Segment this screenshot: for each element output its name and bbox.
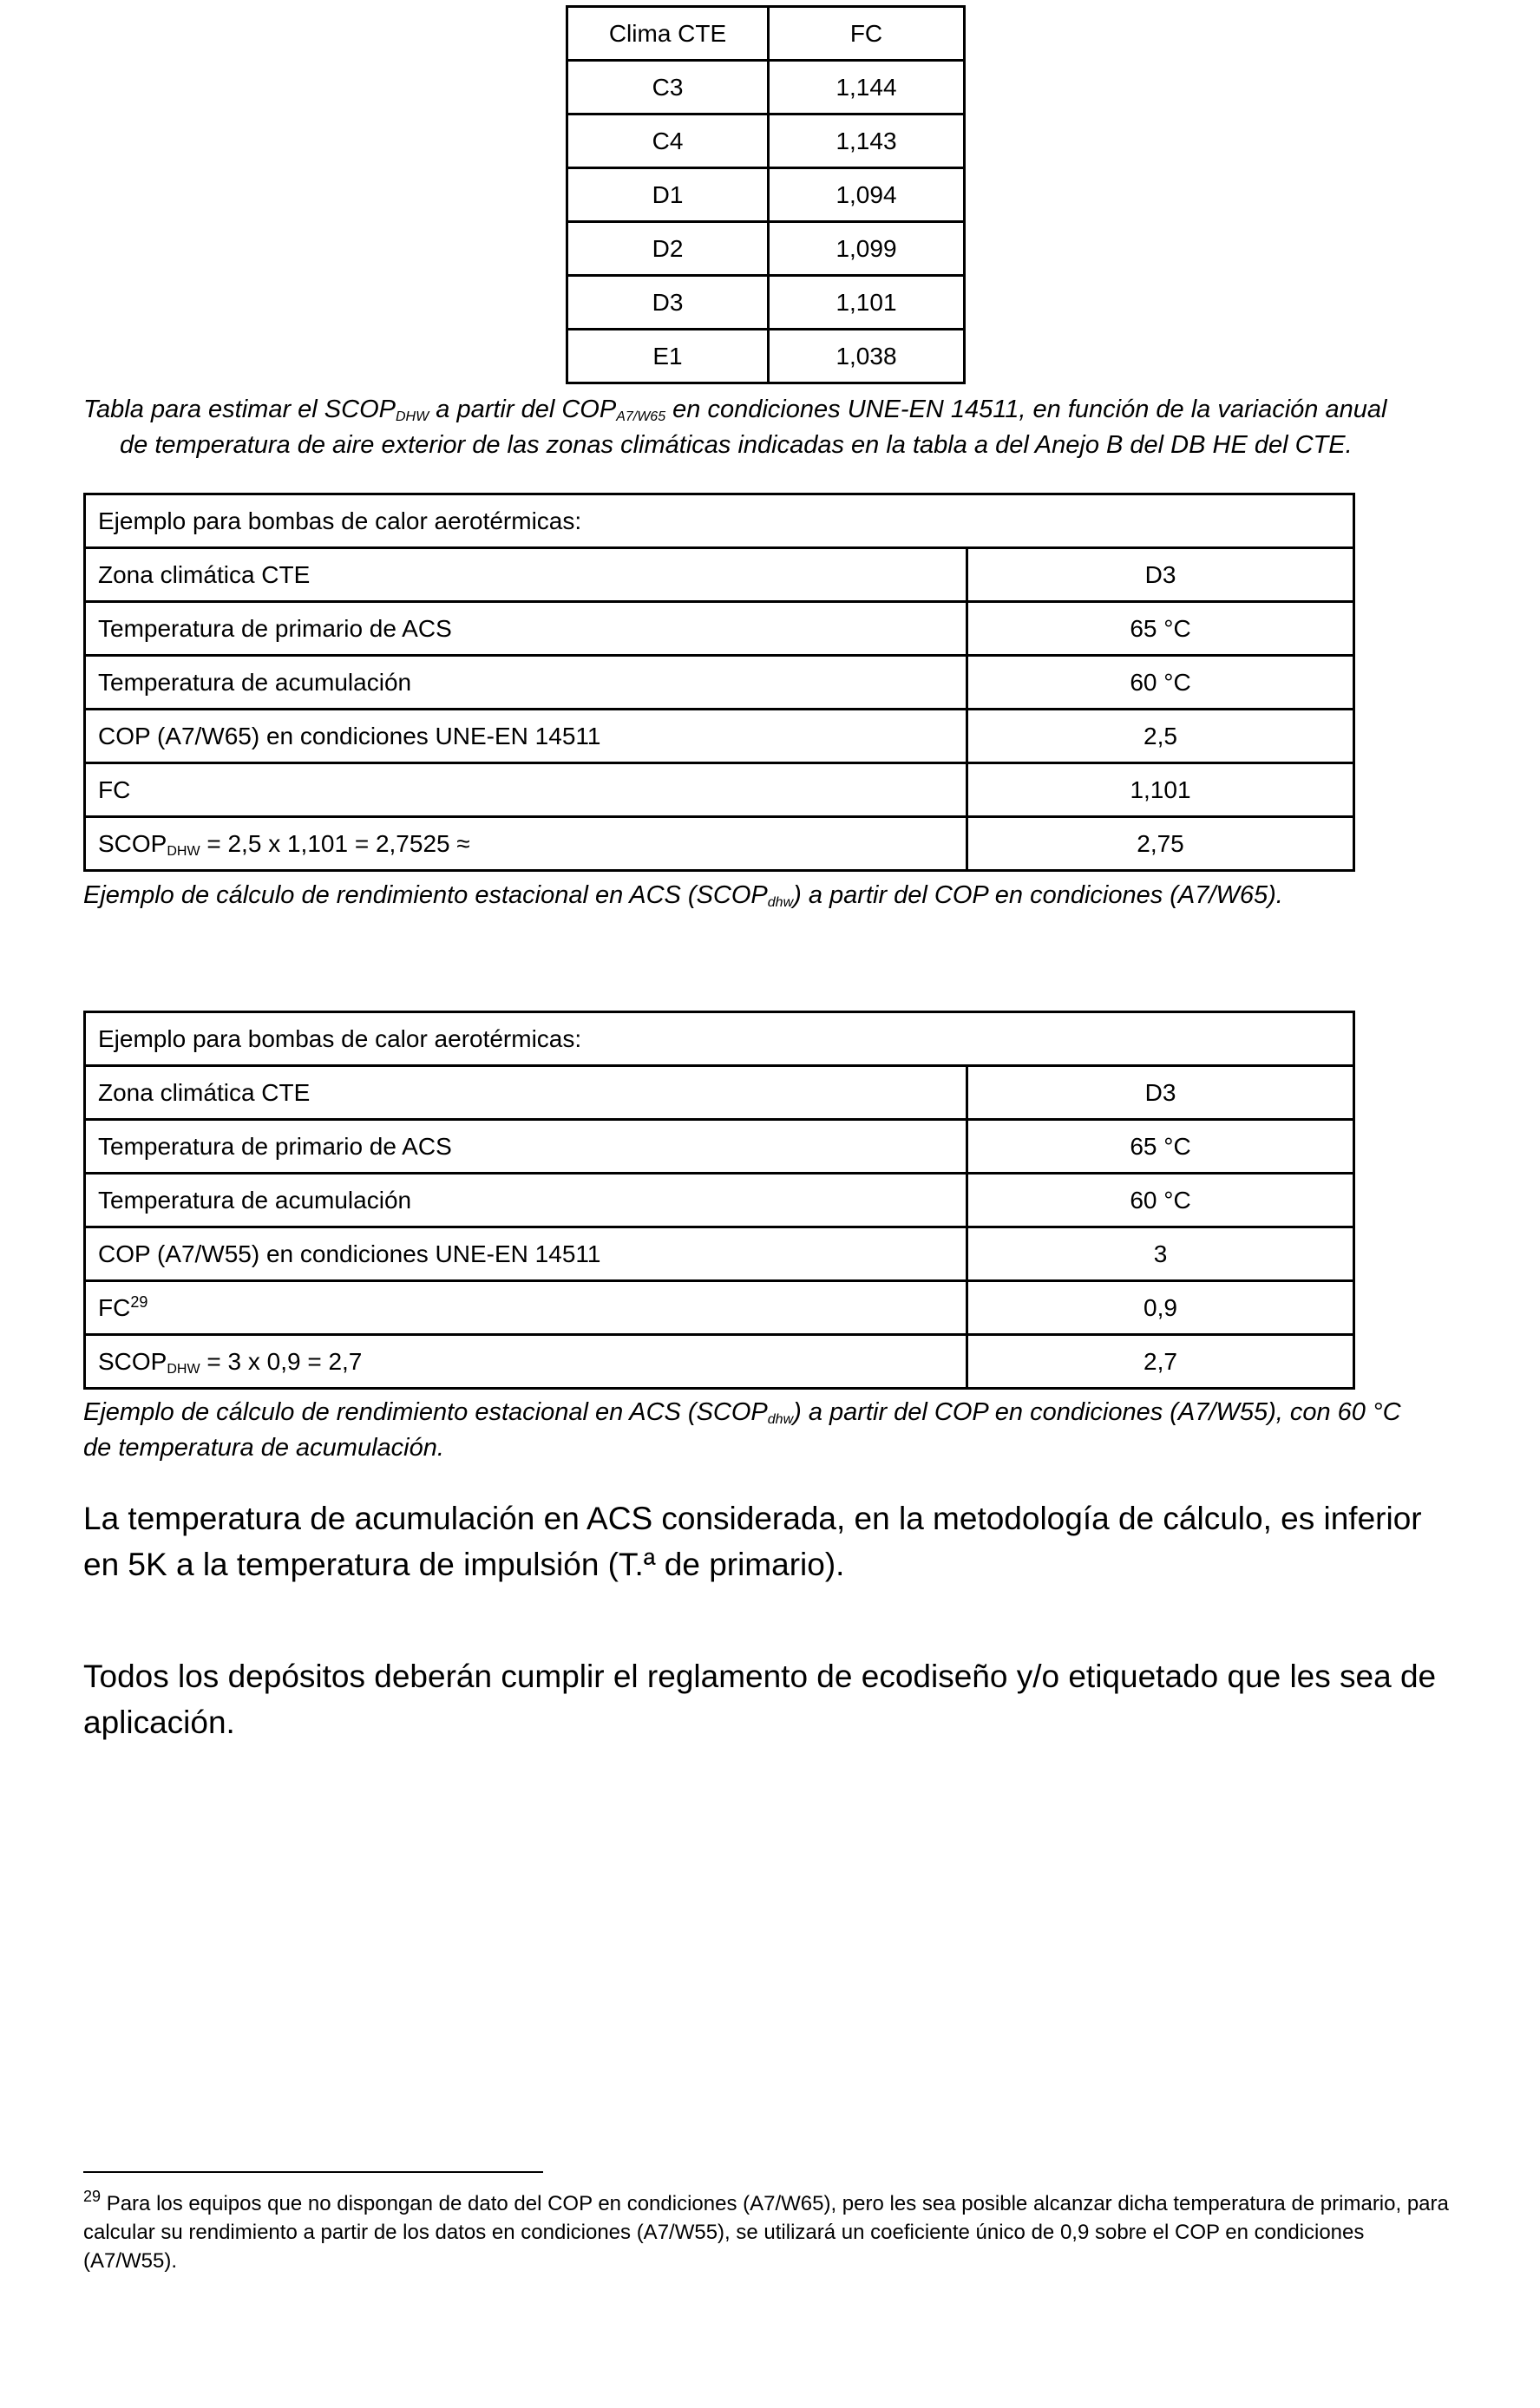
table-row [85,548,1354,602]
formula-subscript: DHW [167,843,200,859]
row-value: 60 °C [967,656,1354,710]
row-value: 65 °C [967,602,1354,656]
table-cell-clima: D3 [567,276,769,330]
formula-subscript: DHW [167,1361,200,1377]
result-formula [85,1335,967,1389]
footnote [83,2189,1454,2275]
row-label: FC [85,763,967,817]
example-header-row [85,494,1354,548]
table-row [85,1120,1354,1174]
caption-subscript: A7/W65 [616,409,666,424]
row-label: Temperatura de acumulación [85,656,967,710]
footnote-reference[interactable]: 29 [130,1292,148,1311]
footnote-text: Para los equipos que no dispongan de dato del COP en condiciones (A7/W65), pero les sea posible alcanzar dicha temperatura de primario, para calcular su rendimiento a partir de los datos en condiciones (A7/W55), se utilizará un coeficiente único de 0,9 sobre el COP en condiciones (A7/W55). [83,2192,1449,2273]
caption-line [83,392,1454,428]
row-label: Temperatura de acumulación [85,1174,967,1227]
formula-text: SCOP [98,1347,167,1375]
body-paragraph: Todos los depósitos deberán cumplir el reglamento de ecodiseño y/o etiquetado que les sea de aplicación. [83,1659,1437,1740]
caption-subscript: dhw [767,895,794,910]
footnote-separator [83,2171,543,2173]
caption-text: Ejemplo de cálculo de rendimiento estacional en ACS (SCOP [83,1398,768,1426]
example-table-w65 [83,493,1355,872]
result-formula [85,817,967,871]
table-header-row [567,7,965,61]
caption-text: en condiciones UNE-EN 14511, en función de la variación anual [665,396,1387,423]
row-value: 0,9 [967,1281,1354,1335]
caption-text: Ejemplo de cálculo de rendimiento estacional en ACS (SCOP [83,881,768,909]
table-cell-clima: D1 [567,168,769,222]
fc-label: FC [98,1293,131,1321]
table-row [85,1281,1354,1335]
table-cell-fc: 1,094 [769,168,965,222]
example-header-row [85,1012,1354,1066]
result-value: 2,75 [967,817,1354,871]
table-row [567,222,965,276]
table-row [85,1066,1354,1120]
table-cell-fc: 1,101 [769,276,965,330]
caption-text: a partir del COP [429,396,617,423]
table-cell-fc: 1,144 [769,61,965,115]
row-label: COP (A7/W55) en condiciones UNE-EN 14511 [85,1227,967,1281]
body-paragraph: La temperatura de acumulación en ACS considerada, en la metodología de cálculo, es inferior en 5K a la temperatura de impulsión (T.ª de primario). [83,1501,1422,1582]
table-row [85,710,1354,763]
row-label: Zona climática CTE [85,1066,967,1120]
row-value: 3 [967,1227,1354,1281]
table-row [85,1227,1354,1281]
column-header-fc: FC [769,7,965,61]
footnote-number: 29 [83,2188,102,2205]
table-row [567,115,965,168]
formula-text: = 3 x 0,9 = 2,7 [200,1347,363,1375]
table-row [567,168,965,222]
table-row [85,602,1354,656]
table-row [85,1174,1354,1227]
row-label: Zona climática CTE [85,548,967,602]
fc-table-caption [83,392,1454,463]
table-row [567,61,965,115]
formula-text: SCOP [98,829,167,857]
example-table-w55 [83,1011,1355,1390]
table-cell-clima: C3 [567,61,769,115]
caption-line: de temperatura de acumulación. [83,1434,444,1462]
table-row [567,276,965,330]
column-header-clima: Clima CTE [567,7,769,61]
table-row-result [85,817,1354,871]
result-value: 2,7 [967,1335,1354,1389]
example-header: Ejemplo para bombas de calor aerotérmicas: [85,494,1354,548]
table-cell-fc: 1,099 [769,222,965,276]
row-value: 65 °C [967,1120,1354,1174]
table-cell-fc: 1,038 [769,330,965,383]
formula-text: = 2,5 x 1,101 = 2,7525 ≈ [200,829,470,857]
fc-table [566,5,966,384]
caption-text: Tabla para estimar el SCOP [83,396,396,423]
table-row [85,656,1354,710]
caption-line: de temperatura de aire exterior de las zonas climáticas indicadas en la tabla a del Anejo B del DB HE del CTE. [120,431,1353,459]
caption-text: ) a partir del COP en condiciones (A7/W55), con 60 °C [793,1398,1401,1426]
example2-caption [83,1395,1454,1466]
row-value: D3 [967,1066,1354,1120]
row-value: D3 [967,548,1354,602]
row-label: Temperatura de primario de ACS [85,1120,967,1174]
table-row [567,330,965,383]
caption-subscript: DHW [395,409,429,424]
row-label: COP (A7/W65) en condiciones UNE-EN 14511 [85,710,967,763]
table-cell-fc: 1,143 [769,115,965,168]
row-label-fc [85,1281,967,1335]
caption-subscript: dhw [767,1412,794,1427]
caption-line [83,1395,1454,1430]
table-cell-clima: E1 [567,330,769,383]
row-label: Temperatura de primario de ACS [85,602,967,656]
table-row-result [85,1335,1354,1389]
row-value: 60 °C [967,1174,1354,1227]
caption-text: ) a partir del COP en condiciones (A7/W65). [793,881,1283,909]
table-row [85,763,1354,817]
table-cell-clima: C4 [567,115,769,168]
example1-caption [83,878,1454,913]
row-value: 1,101 [967,763,1354,817]
row-value: 2,5 [967,710,1354,763]
table-cell-clima: D2 [567,222,769,276]
example-header: Ejemplo para bombas de calor aerotérmicas: [85,1012,1354,1066]
